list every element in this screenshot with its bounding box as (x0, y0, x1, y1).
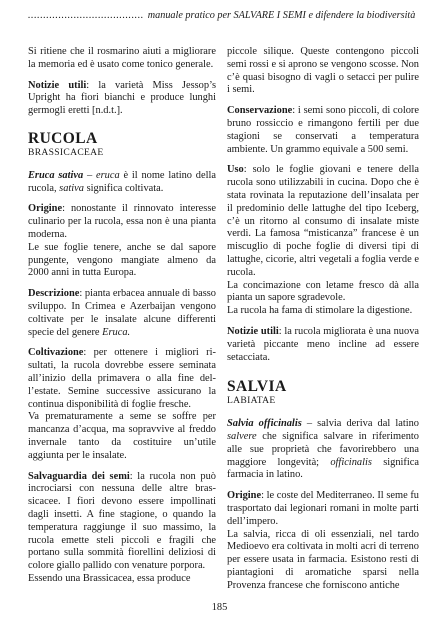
origin-text: : nonostante il rinnovato interesse culinario per la rucola, essa non è una pianta moderna. (28, 203, 216, 240)
rucola-origin-paragraph-2 (28, 242, 216, 280)
salvia-name-paragraph (227, 418, 419, 482)
origin-text-2: Le sue foglie tenere, anche se dal sapore pungente, vengono mangiate almeno da 2000 anni in tutta Europa. (28, 241, 216, 279)
use-paragraph-2 (227, 280, 419, 306)
right-column (227, 46, 419, 600)
rucola-notes-paragraph (227, 326, 419, 364)
use-text-3: La rucola ha fama di stimolare la digestione. (227, 305, 413, 317)
rucola-origin-paragraph (28, 203, 216, 241)
rucola-heading: RUCOLA (28, 129, 98, 147)
notes-text: : la varietà Miss Jessop’s Upright ha fiori bianchi e produce lunghi germogli eretti [n.d.t.]. (28, 79, 216, 117)
rosmarino-text: Si ritiene che il rosmarino aiuti a migliorare la memoria ed è usato come tonico generale. (28, 46, 216, 70)
rucola-cultivation-paragraph (28, 347, 216, 411)
header-dots: ...................................... (28, 10, 144, 21)
notes-text-2: : la rucola migliorata è una nuova varietà piccante meno incline ad essere setacciata. (227, 325, 419, 363)
rucola-seed-saving-paragraph (28, 471, 216, 573)
alt-name: eruca (95, 169, 120, 181)
seed-saving-text-2: Essendo una Brassicacea, essa produce (28, 572, 191, 584)
seed-saving-label: Salvaguardia dei semi (28, 470, 130, 482)
salvia-origin-text: : le coste del Mediterraneo. Il seme fu trasportato dai legionari romani in molte parti dell’impero. (227, 490, 419, 527)
left-column (28, 46, 216, 594)
salvia-alt-name: salvere (227, 430, 257, 442)
rucola-name-paragraph (28, 170, 216, 196)
conservation-paragraph (227, 105, 419, 156)
cultivation-label: Coltivazione (28, 347, 84, 359)
seed-pods-paragraph (227, 46, 419, 97)
salvia-origin-label: Origine (227, 490, 262, 502)
use-text-2: La concimazione con letame fresco dà alla pianta un sapore sgradevole. (227, 279, 419, 304)
rosmarino-paragraph (28, 46, 216, 72)
name-text-1: è il nome latino della rucola, (28, 169, 216, 194)
latin-name: Eruca sativa (28, 169, 84, 181)
description-label: Descrizione (28, 288, 80, 300)
cultivation-text: : per ottenere i migliori risultati, la rucola dovrebbe essere seminata all’inizio della primavera o alla fine dell’estate. Semine successive assicurano la continua disponibilità di foglie fresche. (28, 347, 216, 410)
alt-name-2: sativa (59, 182, 84, 194)
use-text: : solo le foglie giovani e tenere della rucola sono utilizzabili in cucina. Dopo che è stata rovinata la reputazione dell’insalata per il predominio delle lattughe del tipo Iceberg, c’è un ritorno al consumo di insalate miste verdi. La famosa “misticanza” francese è un miscuglio di poche foglie di diversi tipi di lattughe, cicorie, altri vegetali a foglia verde e rucola. (227, 164, 419, 278)
salvia-name-text-1: – salvia deriva dal latino (301, 418, 419, 430)
use-paragraph (227, 164, 419, 279)
description-text: : pianta erbacea annuale di basso sviluppo. In Crimea e Azerbaijan vengono coltivate per le insalate alcune differenti specie del genere (28, 288, 216, 338)
cultivation-text-2: Va prematuramente a seme se soffre per mancanza d’acqua, ma sopravvive al freddo invernale tanto da costituire un’utile aggiunta per le insalate. (28, 411, 216, 461)
dash: – (83, 169, 96, 181)
page-number: 185 (211, 602, 228, 613)
use-label: Uso (227, 164, 244, 176)
salvia-family: LABIATAE (227, 395, 276, 407)
genus-name: Eruca. (102, 326, 131, 338)
rucola-description-paragraph (28, 288, 216, 339)
rucola-family: BRASSICACEAE (28, 146, 104, 158)
name-text-2: significa coltivata. (84, 182, 164, 194)
salvia-name-text-3: significa farmacia in latino. (227, 456, 419, 481)
salvia-name-text-2: che significa salvare in riferimento alle sue proprietà che favorirebbero una maggiore longevità; (227, 430, 419, 468)
salvia-heading: SALVIA (227, 378, 287, 396)
conservation-text: : i semi sono piccoli, di colore bruno rossiccio e rimangono fertili per due stagioni se conservati a temperatura ambiente. Un grammo equivale a 500 semi. (227, 105, 419, 155)
salvia-origin-paragraph-2 (227, 529, 419, 593)
rosmarino-notes-paragraph (28, 80, 216, 118)
salvia-alt-name-2: officinalis (330, 456, 372, 468)
conservation-label: Conservazione (227, 105, 293, 117)
rucola-cultivation-paragraph-2 (28, 411, 216, 462)
salvia-origin-paragraph (227, 490, 419, 528)
seed-pods-text: piccole silique. Queste contengono piccoli semi rossi e si aprono se vengono scosse. Non c’è quasi bisogno di vagli o setacci per pulire i semi. (227, 46, 419, 96)
rucola-seed-saving-paragraph-2 (28, 573, 216, 586)
notes-label-2: Notizie utili (227, 325, 279, 337)
seed-saving-text: : la rucola non può incrociarsi con nessuna delle altre brassicacee. I fiori devono essere impollinati dagli insetti. A fine stagione, o quando la temperatura raggiunge il suo massimo, la rucola emette steli piccoli e fragili che portano sulla sommità fiorellini deliziosi di colore giallo pallido con venature porpora. (28, 470, 216, 572)
salvia-origin-text-2: La salvia, ricca di oli essenziali, nel tardo Medioevo era coltivata in molti acri di terreno per essere usata in farmacia. Esistono resti di piantagioni di aromatiche sparsi nella Provenza francese che forniscono antiche (227, 528, 419, 591)
use-paragraph-3 (227, 305, 419, 318)
notes-label: Notizie utili (28, 79, 87, 91)
header-title: manuale pratico per SALVARE I SEMI e difendere la biodiversità (147, 10, 416, 21)
salvia-latin-name: Salvia officinalis (227, 418, 302, 430)
running-header (28, 10, 420, 28)
origin-label: Origine (28, 203, 63, 215)
